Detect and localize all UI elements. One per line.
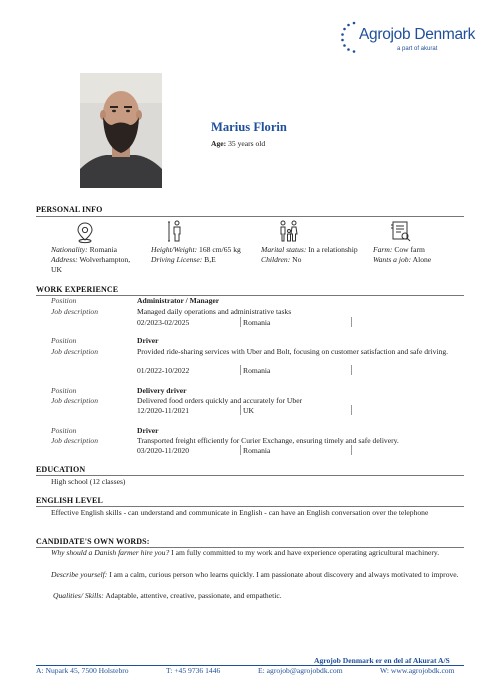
wants-job-row [373, 255, 431, 265]
separator [240, 365, 241, 375]
section-work-experience: WORK EXPERIENCE [36, 285, 119, 294]
position-label: Position [51, 336, 77, 345]
candidate-photo [80, 73, 162, 188]
question-describe: Describe yourself: [51, 570, 108, 579]
logo-subtitle: a part of akurat [397, 46, 438, 52]
height-row [151, 245, 241, 255]
address-label: Address: [51, 255, 78, 264]
divider [36, 295, 464, 296]
logo-brand-text: Agrojob Denmark [359, 26, 476, 43]
answer-hire: I am fully committed to my work and have experience operating agricultural machinery. [169, 548, 440, 557]
license-label: Driving License: [151, 255, 203, 264]
marital-value: In a relationship [308, 245, 358, 254]
job-description: Managed daily operations and administrative tasks [137, 307, 292, 316]
address-value: Wolverhampton, [79, 255, 131, 264]
nationality-label: Nationality: [51, 245, 88, 254]
license-row [151, 255, 216, 265]
job-dates: 01/2022-10/2022 [137, 366, 190, 375]
job-dates: 02/2023-02/2025 [137, 318, 190, 327]
separator [240, 445, 241, 455]
height-value: 168 cm/65 kg [199, 245, 241, 254]
job-country: Romania [243, 366, 271, 375]
job-description: Delivered food orders quickly and accurately for Uber [137, 396, 303, 405]
separator [240, 317, 241, 327]
section-own-words: CANDIDATE'S OWN WORDS: [36, 537, 150, 546]
own-words-q2 [51, 569, 471, 580]
job-country: Romania [243, 318, 271, 327]
marital-label: Marital status: [261, 245, 307, 254]
license-value: B,E [204, 255, 216, 264]
person-height-icon [165, 219, 189, 243]
job-description-label: Job description [51, 307, 99, 316]
job-country: UK [243, 406, 254, 415]
farm-value: Cow farm [394, 245, 425, 254]
footer-phone: T: +45 9736 1446 [166, 666, 221, 675]
section-personal-info: PERSONAL INFO [36, 205, 103, 214]
separator [240, 405, 241, 415]
position-label: Position [51, 426, 77, 435]
nationality-value: Romania [89, 245, 118, 254]
job-description-label: Job description [51, 396, 99, 405]
job-position: Delivery driver [137, 386, 187, 395]
children-value: No [292, 255, 302, 264]
job-description: Transported freight efficiently for Curier Exchange, ensuring timely and safe delivery. [137, 436, 399, 445]
job-description: Provided ride-sharing services with Uber and Bolt, focusing on customer satisfaction and safe driving. [137, 347, 449, 356]
separator [351, 317, 352, 327]
footer-address: A: Nupark 45, 7500 Holstebro [36, 666, 129, 675]
wants-job-value: Alone [412, 255, 432, 264]
own-words-q1 [51, 547, 471, 558]
family-icon [277, 219, 301, 243]
job-position: Driver [137, 336, 159, 345]
position-label: Position [51, 296, 77, 305]
own-words-q3 [53, 590, 473, 601]
separator [351, 405, 352, 415]
section-english-level: ENGLISH LEVEL [36, 496, 103, 505]
agrojob-logo [340, 20, 476, 60]
age-label: Age: [211, 139, 227, 148]
children-label: Children: [261, 255, 291, 264]
candidate-name: Marius Florin [211, 120, 287, 134]
job-description-label: Job description [51, 436, 99, 445]
answer-qualities: Adaptable, attentive, creative, passionate, and empathetic. [103, 591, 282, 600]
job-dates: 03/2020-11/2020 [137, 446, 190, 455]
footer-email[interactable]: E: agrojob@agrojobdk.com [258, 666, 343, 675]
answer-describe: I am a calm, curious person who learns quickly. I am passionate about discovery and always motivated to improve. [107, 570, 459, 579]
footer-website[interactable]: W: www.agrojobdk.com [380, 666, 455, 675]
job-position: Administrator / Manager [137, 296, 220, 305]
separator [351, 445, 352, 455]
separator [351, 365, 352, 375]
farm-row [373, 245, 425, 255]
address-line2: UK [51, 265, 62, 274]
address-row [51, 255, 130, 265]
location-pin-icon [73, 220, 97, 244]
height-label: Height/Weight: [151, 245, 198, 254]
age-value: 35 years old [228, 139, 266, 148]
position-label: Position [51, 386, 77, 395]
question-qualities: Qualities/ Skills: [53, 591, 104, 600]
nationality-row [51, 245, 117, 255]
section-education: EDUCATION [36, 465, 86, 474]
job-position: Driver [137, 426, 159, 435]
english-text: Effective English skills - can understand and communicate in English - can have an English conversation over the telephone [51, 508, 429, 517]
education-text: High school (12 classes) [51, 477, 126, 486]
marital-row [261, 245, 358, 255]
footer-company: Agrojob Denmark er en del af Akurat A/S [314, 656, 450, 665]
candidate-age [211, 139, 265, 148]
divider [36, 216, 464, 217]
job-document-icon [388, 219, 412, 243]
question-hire: Why should a Danish farmer hire you? [51, 548, 170, 557]
farm-label: Farm: [373, 245, 393, 254]
job-dates: 12/2020-11/2021 [137, 406, 190, 415]
job-country: Romania [243, 446, 271, 455]
job-description-label: Job description [51, 347, 99, 356]
children-row [261, 255, 301, 265]
wants-job-label: Wants a job: [373, 255, 412, 264]
